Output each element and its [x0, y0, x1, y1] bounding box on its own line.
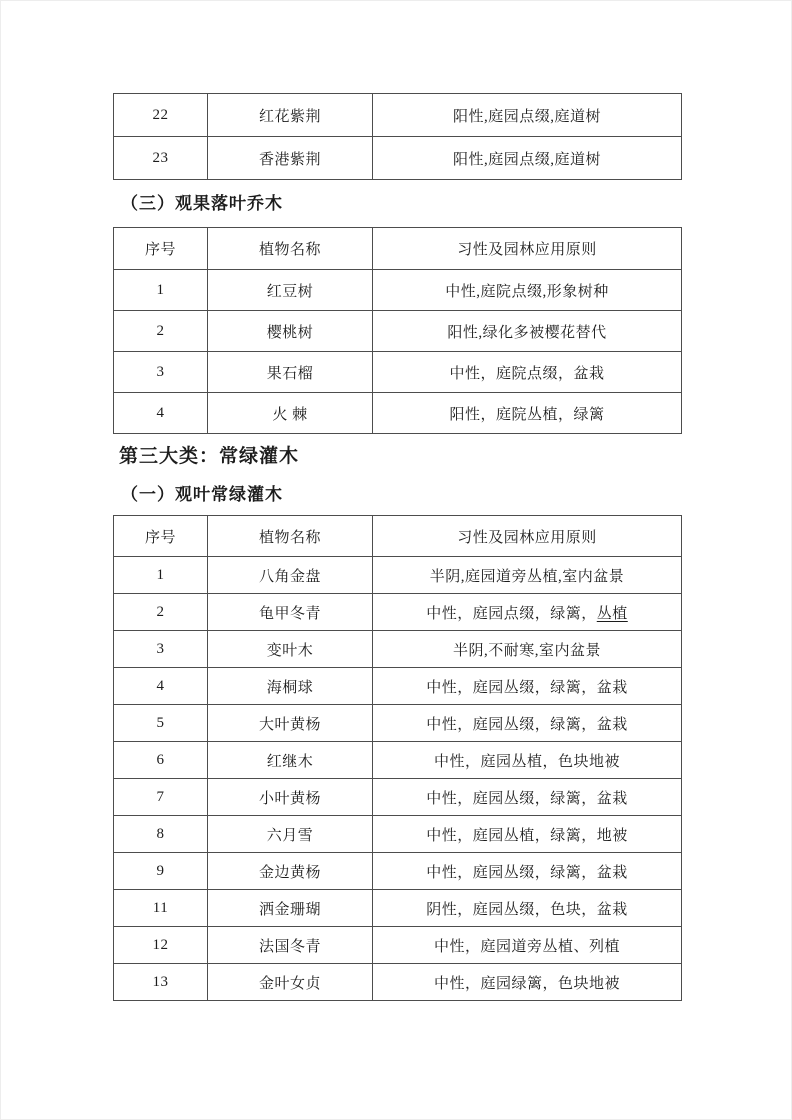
row-number-cell: 1 [114, 270, 208, 311]
row-number-cell: 7 [114, 779, 208, 816]
habit-cell: 中性，庭园丛缀，绿篱，盆栽 [373, 853, 682, 890]
table-row [114, 270, 682, 311]
fruit-deciduous-plant-table [113, 227, 682, 434]
habit-cell: 中性，庭园丛缀，绿篱，盆栽 [373, 668, 682, 705]
plant-name-cell: 金叶女贞 [208, 964, 373, 1001]
column-header: 植物名称 [208, 228, 373, 270]
habit-cell: 中性,庭院点缀,形象树种 [373, 270, 682, 311]
row-number-cell: 11 [114, 890, 208, 927]
habit-cell: 中性，庭园丛缀，绿篱，盆栽 [373, 779, 682, 816]
table-row [114, 890, 682, 927]
table-row [114, 352, 682, 393]
row-number-cell: 2 [114, 594, 208, 631]
habit-cell: 阳性,绿化多被樱花替代 [373, 311, 682, 352]
plant-name-cell: 金边黄杨 [208, 853, 373, 890]
table-row [114, 853, 682, 890]
section-heading-fruit-deciduous: （三）观果落叶乔木 [121, 194, 283, 213]
section-heading-leaf-evergreen: （一）观叶常绿灌木 [121, 485, 283, 504]
habit-cell: 中性，庭园丛植，色块地被 [373, 742, 682, 779]
document-content [113, 0, 681, 1001]
habit-cell: 半阴,不耐寒,室内盆景 [373, 631, 682, 668]
row-number-cell: 4 [114, 668, 208, 705]
row-number-cell: 13 [114, 964, 208, 1001]
table-row [114, 779, 682, 816]
habit-cell: 阳性，庭院丛植，绿篱 [373, 393, 682, 434]
habit-cell: 阴性，庭园丛缀，色块，盆栽 [373, 890, 682, 927]
plant-name-cell: 樱桃树 [208, 311, 373, 352]
table-row [114, 927, 682, 964]
row-number-cell: 8 [114, 816, 208, 853]
habit-cell: 中性，庭园点缀，绿篱，丛植 [373, 594, 682, 631]
plant-name-cell: 小叶黄杨 [208, 779, 373, 816]
table-row [114, 964, 682, 1001]
table-row [114, 705, 682, 742]
habit-cell: 中性，庭园道旁丛植、列植 [373, 927, 682, 964]
habit-cell: 中性，庭园丛植，绿篱，地被 [373, 816, 682, 853]
row-number-cell: 23 [114, 137, 208, 180]
table-row [114, 311, 682, 352]
continued-plant-table [113, 93, 682, 180]
habit-cell: 中性，庭院点缀，盆栽 [373, 352, 682, 393]
table-row [114, 393, 682, 434]
plant-name-cell: 变叶木 [208, 631, 373, 668]
table-row [114, 137, 682, 180]
column-header: 习性及园林应用原则 [373, 228, 682, 270]
habit-cell: 中性，庭园绿篱，色块地被 [373, 964, 682, 1001]
row-number-cell: 4 [114, 393, 208, 434]
habit-cell: 中性，庭园丛缀，绿篱，盆栽 [373, 705, 682, 742]
table-row [114, 94, 682, 137]
plant-name-cell: 火 棘 [208, 393, 373, 434]
table-row [114, 594, 682, 631]
plant-name-cell: 红花紫荆 [208, 94, 373, 137]
row-number-cell: 2 [114, 311, 208, 352]
column-header: 习性及园林应用原则 [373, 516, 682, 557]
habit-cell: 阳性,庭园点缀,庭道树 [373, 94, 682, 137]
row-number-cell: 5 [114, 705, 208, 742]
table-header-row [114, 516, 682, 557]
plant-name-cell: 大叶黄杨 [208, 705, 373, 742]
table-header-row [114, 228, 682, 270]
plant-name-cell: 八角金盘 [208, 557, 373, 594]
table-row [114, 557, 682, 594]
row-number-cell: 1 [114, 557, 208, 594]
column-header: 序号 [114, 516, 208, 557]
row-number-cell: 22 [114, 94, 208, 137]
table-row [114, 668, 682, 705]
column-header: 植物名称 [208, 516, 373, 557]
row-number-cell: 6 [114, 742, 208, 779]
plant-name-cell: 法国冬青 [208, 927, 373, 964]
row-number-cell: 9 [114, 853, 208, 890]
plant-name-cell: 六月雪 [208, 816, 373, 853]
table-row [114, 742, 682, 779]
plant-name-cell: 红豆树 [208, 270, 373, 311]
table-row [114, 816, 682, 853]
plant-name-cell: 果石榴 [208, 352, 373, 393]
leaf-evergreen-plant-table [113, 515, 682, 1001]
plant-name-cell: 洒金珊瑚 [208, 890, 373, 927]
row-number-cell: 3 [114, 631, 208, 668]
row-number-cell: 12 [114, 927, 208, 964]
plant-name-cell: 香港紫荆 [208, 137, 373, 180]
category-heading-evergreen-shrubs: 第三大类：常绿灌木 [119, 446, 300, 467]
column-header: 序号 [114, 228, 208, 270]
plant-name-cell: 海桐球 [208, 668, 373, 705]
underlined-text: 丛植 [596, 605, 628, 622]
habit-cell: 阳性,庭园点缀,庭道树 [373, 137, 682, 180]
plant-name-cell: 龟甲冬青 [208, 594, 373, 631]
table-row [114, 631, 682, 668]
row-number-cell: 3 [114, 352, 208, 393]
habit-cell: 半阴,庭园道旁丛植,室内盆景 [373, 557, 682, 594]
plant-name-cell: 红继木 [208, 742, 373, 779]
